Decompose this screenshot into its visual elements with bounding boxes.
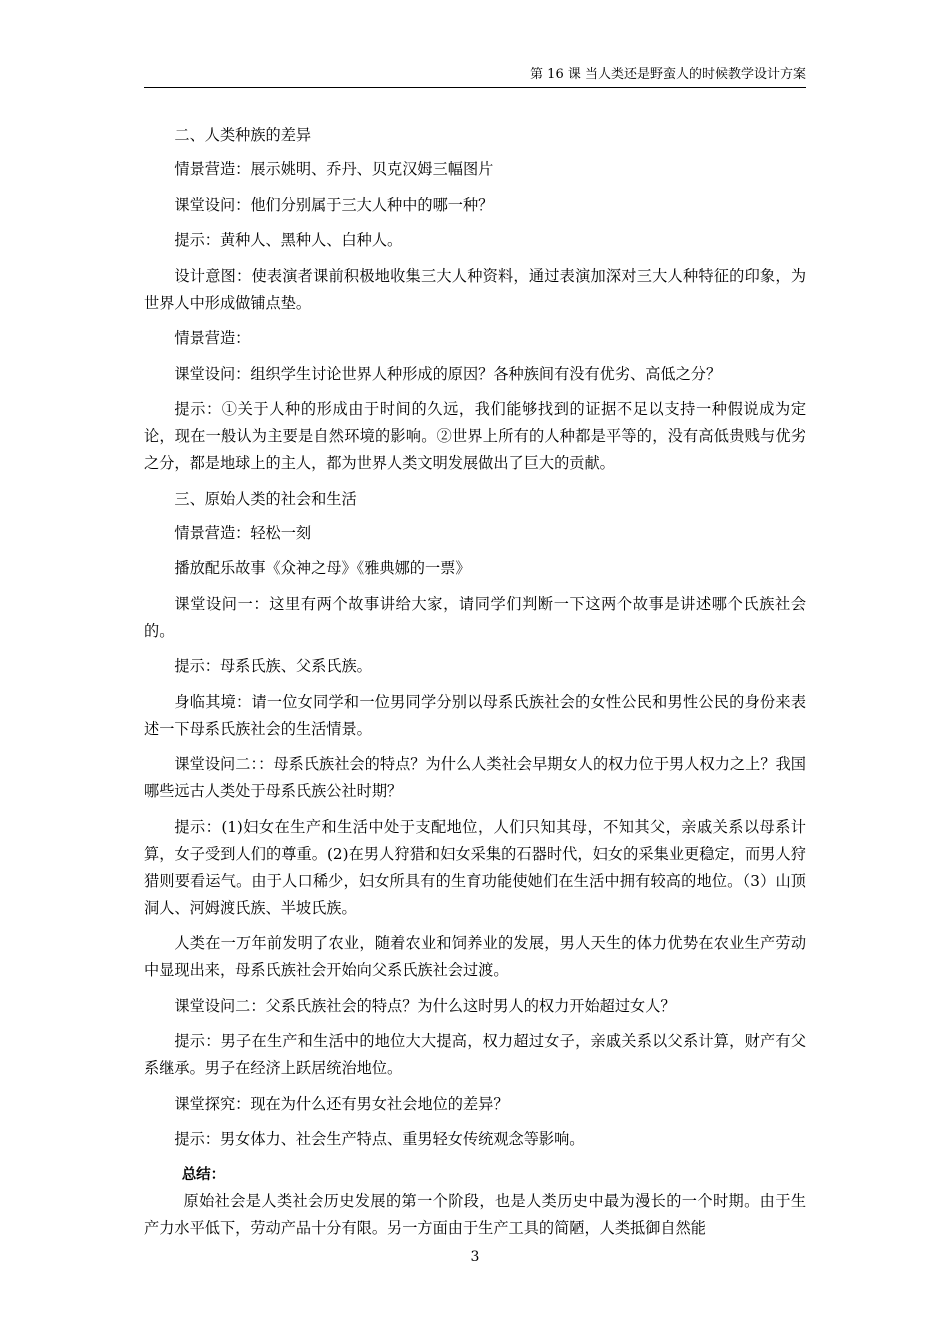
paragraph: 提示：①关于人种的形成由于时间的久远，我们能够找到的证据不足以支持一种假说成为定论，现在一般认为主要是自然环境的影响。②世界上所有的人种都是平等的，没有高低贵贱与优劣之分，都是地球上的主人，都为世界人类文明发展做出了巨大的贡献。 xyxy=(144,400,806,472)
document-body xyxy=(144,122,806,1242)
summary-title: 总结： xyxy=(181,1166,226,1183)
paragraph: 课堂设问二：父系氏族社会的特点？为什么这时男人的权力开始超过女人？ xyxy=(174,996,676,1015)
paragraph: 身临其境：请一位女同学和一位男同学分别以母系氏族社会的女性公民和男性公民的身份来表述一下母系氏族社会的生活情景。 xyxy=(144,692,806,738)
paragraph: 课堂设问：他们分别属于三大人种中的哪一种？ xyxy=(174,195,494,214)
paragraph: 人类在一万年前发明了农业，随着农业和饲养业的发展，男人天生的体力优势在农业生产劳动中显现出来，母系氏族社会开始向父系氏族社会过渡。 xyxy=(144,934,806,979)
paragraph: 课堂设问二：：母系氏族社会的特点？为什么人类社会早期女人的权力位于男人权力之上？我国哪些远古人类处于母系氏族公社时期？ xyxy=(144,755,806,800)
paragraph: 播放配乐故事《众神之母》《雅典娜的一票》 xyxy=(174,559,471,577)
paragraph: 课堂设问：组织学生讨论世界人种形成的原因？各种族间有没有优劣、高低之分？ xyxy=(174,364,722,383)
section-heading: 三、原始人类的社会和生活 xyxy=(174,489,357,508)
section-heading: 二、人类种族的差异 xyxy=(174,126,312,144)
paragraph: 提示：男女体力、社会生产特点、重男轻女传统观念等影响。 xyxy=(174,1130,585,1148)
summary-text: 原始社会是人类社会历史发展的第一个阶段，也是人类历史中最为漫长的一个时期。由于生产力水平低下，劳动产品十分有限。另一方面由于生产工具的简陋，人类抵御自然能 xyxy=(144,1191,806,1237)
paragraph: 情景营造：轻松一刻 xyxy=(174,523,312,542)
paragraph: 提示：(1)妇女在生产和生活中处于支配地位，人们只知其母，不知其父，亲戚关系以母系计算，女子受到人们的尊重。(2)在男人狩猎和妇女采集的石器时代，妇女的采集业更稳定，而男人狩猎则要看运气。由于人口稀少，妇女所具有的生育功能使她们在生活中拥有较高的地位。（3）山顶洞人、河姆渡氏族、半坡氏族。 xyxy=(144,817,806,917)
paragraph: 设计意图：使表演者课前积极地收集三大人种资料，通过表演加深对三大人种特征的印象，为世界人中形成做铺点垫。 xyxy=(144,266,806,312)
page-header: 第 16 课 当人类还是野蛮人的时候教学设计方案 xyxy=(530,67,806,82)
paragraph: 课堂探究：现在为什么还有男女社会地位的差异？ xyxy=(174,1094,509,1113)
paragraph: 提示：男子在生产和生活中的地位大大提高，权力超过女子，亲戚关系以父系计算，财产有父系继承。男子在经济上跃居统治地位。 xyxy=(144,1032,806,1077)
paragraph: 提示：母系氏族、父系氏族。 xyxy=(174,657,372,675)
paragraph: 情景营造：展示姚明、乔丹、贝克汉姆三幅图片 xyxy=(174,160,494,178)
paragraph: 提示：黄种人、黑种人、白种人。 xyxy=(174,231,403,249)
page-number: 3 xyxy=(470,1249,480,1265)
header-rule xyxy=(144,87,806,88)
paragraph: 课堂设问一：这里有两个故事讲给大家，请同学们判断一下这两个故事是讲述哪个氏族社会的。 xyxy=(144,594,806,640)
paragraph: 情景营造： xyxy=(174,329,251,347)
